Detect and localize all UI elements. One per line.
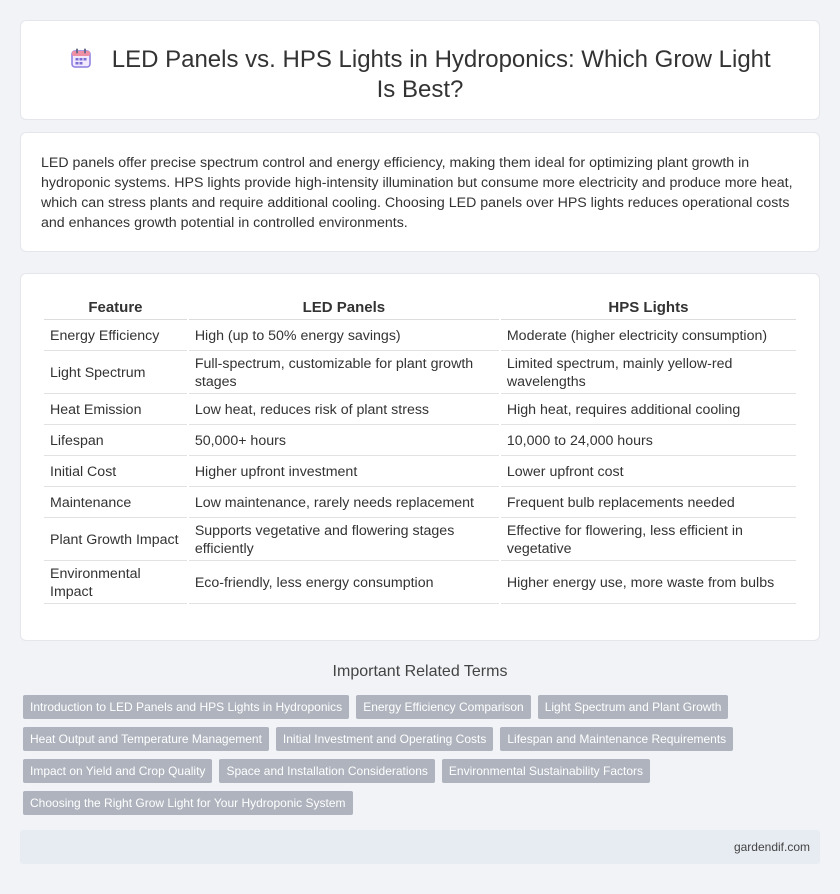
related-terms-tags xyxy=(23,695,763,823)
feature-cell: Plant Growth Impact xyxy=(44,520,187,561)
table-row xyxy=(44,353,796,394)
related-term-tag[interactable]: Introduction to LED Panels and HPS Lights in Hydroponics xyxy=(23,695,349,719)
table-row xyxy=(44,458,796,487)
hps-cell: Effective for flowering, less efficient in vegetative xyxy=(501,520,796,561)
intro-text: LED panels offer precise spectrum control and energy efficiency, making them ideal for optimizing plant growth in hydroponic systems. HPS lights provide high-intensity illumination but consume more electricity and produce more heat, which can stress plants and require additional cooling. Choosing LED panels over HPS lights reduces operational costs and enhances growth potential in controlled environments. xyxy=(41,155,793,231)
footer xyxy=(20,830,820,864)
feature-cell: Light Spectrum xyxy=(44,353,187,394)
title-wrap xyxy=(61,45,779,105)
table-header-row xyxy=(44,296,796,320)
tag-row xyxy=(23,727,763,759)
led-cell: Eco-friendly, less energy consumption xyxy=(189,563,499,604)
led-cell: Supports vegetative and flowering stages efficiently xyxy=(189,520,499,561)
hps-cell: Higher energy use, more waste from bulbs xyxy=(501,563,796,604)
related-term-tag[interactable]: Energy Efficiency Comparison xyxy=(356,695,531,719)
related-term-tag[interactable]: Impact on Yield and Crop Quality xyxy=(23,759,212,783)
led-cell: Higher upfront investment xyxy=(189,458,499,487)
feature-cell: Environmental Impact xyxy=(44,563,187,604)
table-row xyxy=(44,396,796,425)
led-cell: 50,000+ hours xyxy=(189,427,499,456)
calendar-icon xyxy=(69,46,93,70)
tag-row xyxy=(23,791,763,823)
related-term-tag[interactable]: Initial Investment and Operating Costs xyxy=(276,727,493,751)
tag-row xyxy=(23,695,763,727)
table-row xyxy=(44,322,796,351)
hps-cell: Moderate (higher electricity consumption) xyxy=(501,322,796,351)
feature-cell: Lifespan xyxy=(44,427,187,456)
tag-row xyxy=(23,759,763,791)
feature-cell: Maintenance xyxy=(44,489,187,518)
comparison-table xyxy=(42,294,798,606)
table-row xyxy=(44,520,796,561)
hps-cell: Lower upfront cost xyxy=(501,458,796,487)
led-cell: Low maintenance, rarely needs replacement xyxy=(189,489,499,518)
header-card xyxy=(20,20,820,120)
related-term-tag[interactable]: Environmental Sustainability Factors xyxy=(442,759,650,783)
header-feature: Feature xyxy=(44,296,187,320)
led-cell: Low heat, reduces risk of plant stress xyxy=(189,396,499,425)
table-row xyxy=(44,563,796,604)
table-row xyxy=(44,489,796,518)
header-led-panels: LED Panels xyxy=(189,296,499,320)
hps-cell: High heat, requires additional cooling xyxy=(501,396,796,425)
comparison-table-card xyxy=(20,273,820,641)
related-term-tag[interactable]: Light Spectrum and Plant Growth xyxy=(538,695,729,719)
feature-cell: Heat Emission xyxy=(44,396,187,425)
related-term-tag[interactable]: Choosing the Right Grow Light for Your Hydroponic System xyxy=(23,791,353,815)
intro-card xyxy=(20,132,820,252)
table-row xyxy=(44,427,796,456)
hps-cell: Frequent bulb replacements needed xyxy=(501,489,796,518)
related-terms-heading: Important Related Terms xyxy=(332,663,508,680)
related-term-tag[interactable]: Lifespan and Maintenance Requirements xyxy=(500,727,733,751)
hps-cell: 10,000 to 24,000 hours xyxy=(501,427,796,456)
hps-cell: Limited spectrum, mainly yellow-red wavelengths xyxy=(501,353,796,394)
feature-cell: Initial Cost xyxy=(44,458,187,487)
feature-cell: Energy Efficiency xyxy=(44,322,187,351)
footer-site[interactable]: gardendif.com xyxy=(733,840,810,854)
related-term-tag[interactable]: Heat Output and Temperature Management xyxy=(23,727,269,751)
page-title: LED Panels vs. HPS Lights in Hydroponics: Which Grow Light Is Best? xyxy=(111,46,771,103)
header-hps-lights: HPS Lights xyxy=(501,296,796,320)
led-cell: High (up to 50% energy savings) xyxy=(189,322,499,351)
led-cell: Full-spectrum, customizable for plant growth stages xyxy=(189,353,499,394)
related-term-tag[interactable]: Space and Installation Considerations xyxy=(219,759,434,783)
